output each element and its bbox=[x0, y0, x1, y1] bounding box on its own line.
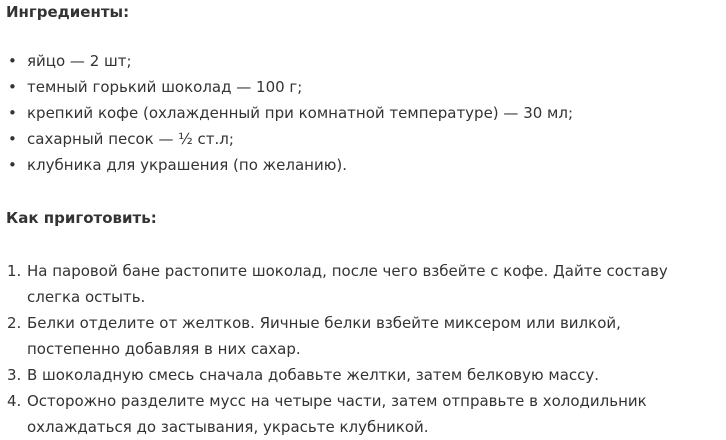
list-item bbox=[0, 75, 720, 101]
ingredients-heading: Ингредиенты: bbox=[6, 3, 130, 21]
list-item bbox=[0, 362, 707, 388]
list-item bbox=[0, 388, 707, 440]
step-text: В шоколадную смесь сначала добавьте желтки, затем белковую массу. bbox=[27, 366, 600, 384]
bullet-icon: • bbox=[8, 78, 17, 96]
bullet-icon: • bbox=[8, 104, 17, 122]
step-number: 1. bbox=[7, 262, 22, 280]
list-item bbox=[0, 153, 720, 179]
howto-heading: Как приготовить: bbox=[6, 209, 157, 227]
list-item bbox=[0, 49, 720, 75]
list-item bbox=[0, 101, 720, 127]
list-item bbox=[0, 310, 707, 362]
step-number: 4. bbox=[7, 392, 22, 410]
steps-list bbox=[0, 258, 720, 440]
ingredient-text: клубника для украшения (по желанию). bbox=[27, 156, 347, 174]
step-number: 2. bbox=[7, 314, 22, 332]
list-item bbox=[0, 127, 720, 153]
ingredient-text: крепкий кофе (охлажденный при комнатной температуре) — 30 мл; bbox=[27, 104, 574, 122]
ingredient-text: яйцо — 2 шт; bbox=[27, 52, 132, 70]
ingredient-text: сахарный песок — ½ ст.л; bbox=[27, 130, 234, 148]
list-item bbox=[0, 258, 707, 310]
step-number: 3. bbox=[7, 366, 22, 384]
step-text: Белки отделите от желтков. Яичные белки взбейте миксером или вилкой, постепенно добавляя в них сахар. bbox=[27, 314, 621, 358]
step-text: На паровой бане растопите шоколад, после чего взбейте с кофе. Дайте составу слегка остыть. bbox=[27, 262, 668, 306]
step-text: Осторожно разделите мусс на четыре части, затем отправьте в холодильник охлаждаться до застывания, украсьте клубникой. bbox=[27, 392, 647, 436]
bullet-icon: • bbox=[8, 130, 17, 148]
ingredients-list bbox=[0, 49, 720, 179]
bullet-icon: • bbox=[8, 156, 17, 174]
bullet-icon: • bbox=[8, 52, 17, 70]
ingredient-text: темный горький шоколад — 100 г; bbox=[27, 78, 303, 96]
